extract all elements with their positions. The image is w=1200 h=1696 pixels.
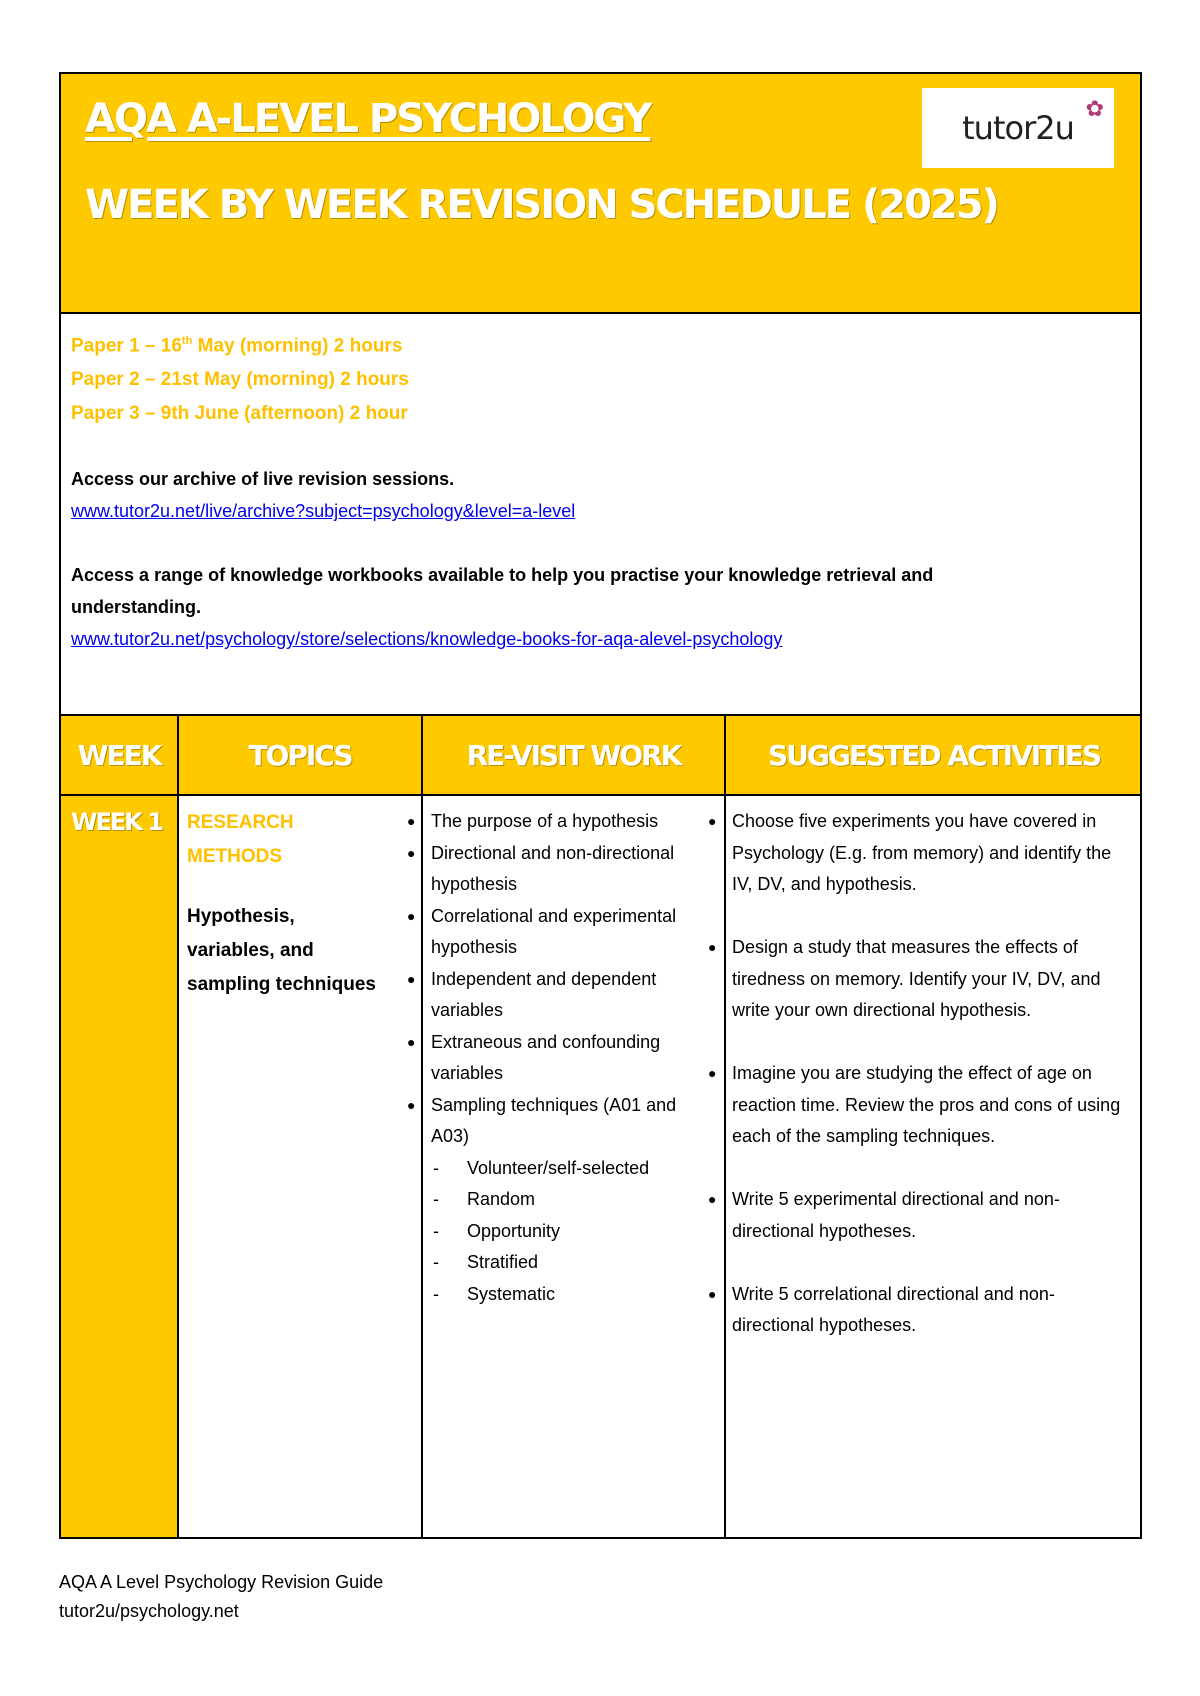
activities-cell: [706, 806, 1126, 1373]
logo-text: tutor2u: [962, 109, 1074, 147]
header-activities: SUGGESTED ACTIVITIES: [767, 738, 1100, 772]
activity-item: ● Write 5 experimental directional and non-directional hypotheses.: [706, 1184, 1126, 1247]
activity-item: ● Imagine you are studying the effect of age on reaction time. Review the pros and cons of using each of the sampling techniques.: [706, 1058, 1126, 1153]
revisit-item: ● Sampling techniques (A01 and A03): [405, 1090, 685, 1153]
revisit-item: ● Correlational and experimental hypothesis: [405, 901, 685, 964]
topic-title: Hypothesis,: [187, 906, 295, 927]
sampling-technique-item: - Stratified: [405, 1247, 685, 1279]
topic-title: sampling techniques: [187, 974, 376, 995]
exam-date-paper-1: Paper 1 – 16th May (morning) 2 hours: [71, 335, 403, 357]
topic-title: variables, and: [187, 940, 314, 961]
sampling-technique-item: - Systematic: [405, 1279, 685, 1311]
header-topics: TOPICS: [248, 738, 352, 772]
sampling-technique-item: - Volunteer/self-selected: [405, 1153, 685, 1185]
page-title: AQA A-LEVEL PSYCHOLOGY: [85, 96, 651, 142]
topic-cell: [187, 806, 407, 1002]
week-column: [61, 796, 177, 1537]
activity-item: ● Design a study that measures the effects of tiredness on memory. Identify your IV, DV, and write your own directional hypothesis.: [706, 932, 1126, 1027]
sampling-technique-item: - Random: [405, 1184, 685, 1216]
flower-icon: ✿: [1085, 96, 1104, 121]
footer-line: AQA A Level Psychology Revision Guide: [59, 1572, 384, 1592]
header-band: [61, 74, 1140, 314]
page-footer: [59, 1568, 383, 1626]
header-week: WEEK: [77, 738, 161, 772]
archive-link[interactable]: www.tutor2u.net/live/archive?subject=psychology&level=a-level: [71, 501, 576, 522]
column-divider: [177, 714, 179, 1539]
workbooks-text-2: understanding.: [71, 597, 201, 618]
header-revisit: RE-VISIT WORK: [466, 738, 681, 772]
info-section: [71, 324, 1121, 655]
topic-category: METHODS: [187, 846, 282, 867]
table-header-row: [61, 714, 1140, 796]
workbooks-text-1: Access a range of knowledge workbooks available to help you practise your knowledge retrieval and: [71, 565, 934, 586]
revisit-item: ● Extraneous and confounding variables: [405, 1027, 685, 1090]
schedule-frame: [59, 72, 1142, 1539]
page-subtitle: WEEK BY WEEK REVISION SCHEDULE (2025): [85, 182, 998, 228]
footer-line: tutor2u/psychology.net: [59, 1601, 239, 1621]
topic-category: RESEARCH: [187, 812, 294, 833]
revisit-item: ● Independent and dependent variables: [405, 964, 685, 1027]
activity-item: ● Write 5 correlational directional and non-directional hypotheses.: [706, 1279, 1126, 1342]
workbooks-link[interactable]: www.tutor2u.net/psychology/store/selections/knowledge-books-for-aqa-alevel-psychology: [71, 629, 783, 650]
week-label: WEEK 1: [71, 808, 162, 836]
sampling-technique-item: - Opportunity: [405, 1216, 685, 1248]
exam-date-paper-3: Paper 3 – 9th June (afternoon) 2 hour: [71, 403, 408, 425]
revisit-item: ● Directional and non-directional hypothesis: [405, 838, 685, 901]
activity-item: ● Choose five experiments you have covered in Psychology (E.g. from memory) and identify the IV, DV, and hypothesis.: [706, 806, 1126, 901]
archive-text: Access our archive of live revision sessions.: [71, 469, 455, 490]
revisit-cell: [405, 806, 685, 1310]
exam-date-paper-2: Paper 2 – 21st May (morning) 2 hours: [71, 369, 409, 391]
revisit-item: ● The purpose of a hypothesis: [405, 806, 685, 838]
tutor2u-logo: [922, 88, 1114, 168]
